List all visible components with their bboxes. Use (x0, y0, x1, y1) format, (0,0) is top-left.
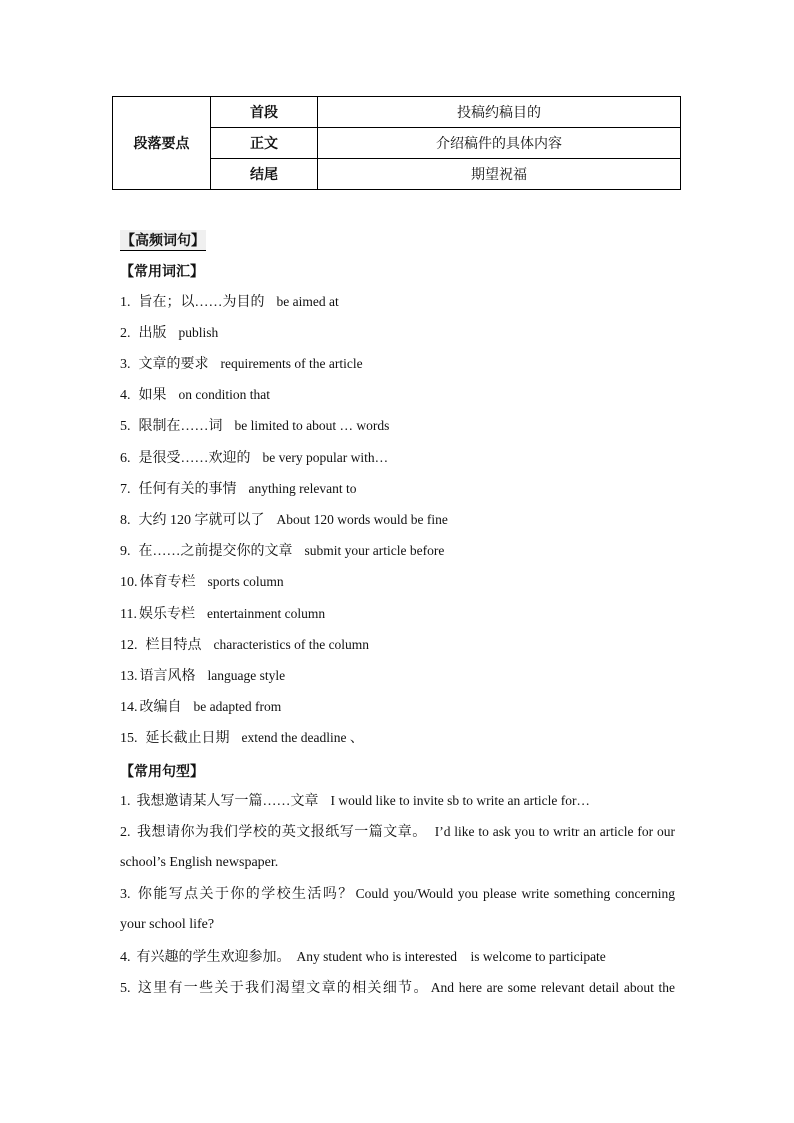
item-number: 6. (120, 451, 131, 466)
item-english: on condition that (178, 387, 270, 402)
item-english: be aimed at (276, 294, 339, 309)
item-number: 11. (120, 607, 137, 622)
item-english: publish (178, 325, 219, 340)
item-chinese: 旨在；以……为目的 (138, 295, 265, 310)
outline-table (112, 96, 681, 190)
item-number: 5. (120, 419, 131, 434)
item-english: language style (207, 668, 286, 683)
item-number: 3. (120, 887, 131, 902)
item-chinese: 我想请你为我们学校的英文报纸写一篇文章。 (136, 825, 427, 840)
item-chinese: 这里有一些关于我们渴望文章的相关细节。 (136, 981, 429, 996)
item-english: Could you/Would you please write something concerning (355, 886, 675, 901)
item-english: About 120 words would be fine (276, 512, 448, 527)
table-row (113, 97, 681, 128)
content-cell: 期望祝福 (318, 159, 681, 190)
item-number: 1. (120, 295, 131, 310)
list-item (120, 542, 680, 561)
item-number: 14. (120, 700, 138, 715)
part-cell: 结尾 (211, 159, 318, 190)
item-chinese: 出版 (138, 326, 167, 341)
item-chinese: 在……之前提交你的文章 (138, 544, 293, 559)
item-number: 12. (120, 638, 138, 653)
item-english: requirements of the article (220, 356, 363, 371)
item-number: 13. (120, 669, 138, 684)
list-item (120, 449, 680, 468)
item-number: 3. (120, 357, 131, 372)
item-number: 7. (120, 482, 131, 497)
part-cell: 首段 (211, 97, 318, 128)
item-chinese: 是很受……欢迎的 (138, 451, 251, 466)
item-chinese: 如果 (138, 388, 167, 403)
item-english: Any student who is interested is welcome to participate (296, 949, 606, 964)
item-english: characteristics of the column (213, 637, 370, 652)
list-item (120, 605, 680, 624)
vocab-title: 【常用词汇】 (120, 265, 204, 280)
item-chinese: 我想邀请某人写一篇……文章 (136, 794, 319, 809)
item-number: 4. (120, 950, 131, 965)
item-chinese: 有兴趣的学生欢迎参加。 (136, 950, 291, 965)
list-item (120, 636, 680, 655)
list-item (120, 667, 680, 686)
item-english: I’d like to ask you to writr an article for our (434, 824, 675, 839)
item-english: sports column (207, 574, 284, 589)
section-title: 【高频词句】 (120, 230, 206, 251)
list-item (120, 355, 680, 374)
item-english: submit your article before (304, 543, 445, 558)
item-english: I would like to invite sb to write an article for… (330, 793, 590, 808)
item-chinese: 改编自 (139, 700, 182, 715)
item-chinese: 延长截止日期 (145, 731, 230, 746)
content-cell: 介绍稿件的具体内容 (318, 128, 681, 159)
list-item (120, 729, 680, 748)
item-english: And here are some relevant detail about the (430, 980, 676, 995)
list-item (120, 573, 680, 592)
list-item (120, 979, 675, 998)
item-english: be very popular with… (262, 450, 389, 465)
list-item (120, 417, 680, 436)
item-number: 8. (120, 513, 131, 528)
item-continuation: your school life? (120, 917, 215, 932)
item-number: 10. (120, 575, 138, 590)
item-chinese: 文章的要求 (138, 357, 209, 372)
item-english: be limited to about … words (234, 418, 390, 433)
item-continuation: school’s English newspaper. (120, 855, 279, 870)
item-number: 9. (120, 544, 131, 559)
list-item (120, 386, 680, 405)
item-number: 4. (120, 388, 131, 403)
item-chinese: 体育专栏 (139, 575, 196, 590)
item-english: extend the deadline 、 (241, 730, 364, 745)
row-header-cell: 段落要点 (113, 97, 211, 190)
item-chinese: 娱乐专栏 (138, 607, 195, 622)
item-chinese: 限制在……词 (138, 419, 223, 434)
list-item (120, 823, 675, 842)
list-item (120, 480, 680, 499)
item-chinese: 语言风格 (139, 669, 196, 684)
item-number: 2. (120, 825, 131, 840)
list-item (120, 792, 680, 811)
item-english: anything relevant to (248, 481, 357, 496)
part-cell: 正文 (211, 128, 318, 159)
item-number: 2. (120, 326, 131, 341)
list-item (120, 698, 680, 717)
list-item (120, 293, 680, 312)
list-item (120, 511, 680, 530)
content-cell: 投稿约稿目的 (318, 97, 681, 128)
item-chinese: 大约 120 字就可以了 (138, 513, 265, 528)
item-english: be adapted from (193, 699, 282, 714)
item-number: 5. (120, 981, 131, 996)
sentence-title: 【常用句型】 (120, 765, 204, 780)
list-item (120, 324, 680, 343)
item-number: 15. (120, 731, 138, 746)
list-item (120, 948, 680, 967)
list-item (120, 885, 675, 904)
item-chinese: 你能写点关于你的学校生活吗？ (136, 887, 354, 902)
item-chinese: 栏目特点 (145, 638, 202, 653)
item-number: 1. (120, 794, 131, 809)
item-english: entertainment column (206, 606, 326, 621)
item-chinese: 任何有关的事情 (138, 482, 237, 497)
